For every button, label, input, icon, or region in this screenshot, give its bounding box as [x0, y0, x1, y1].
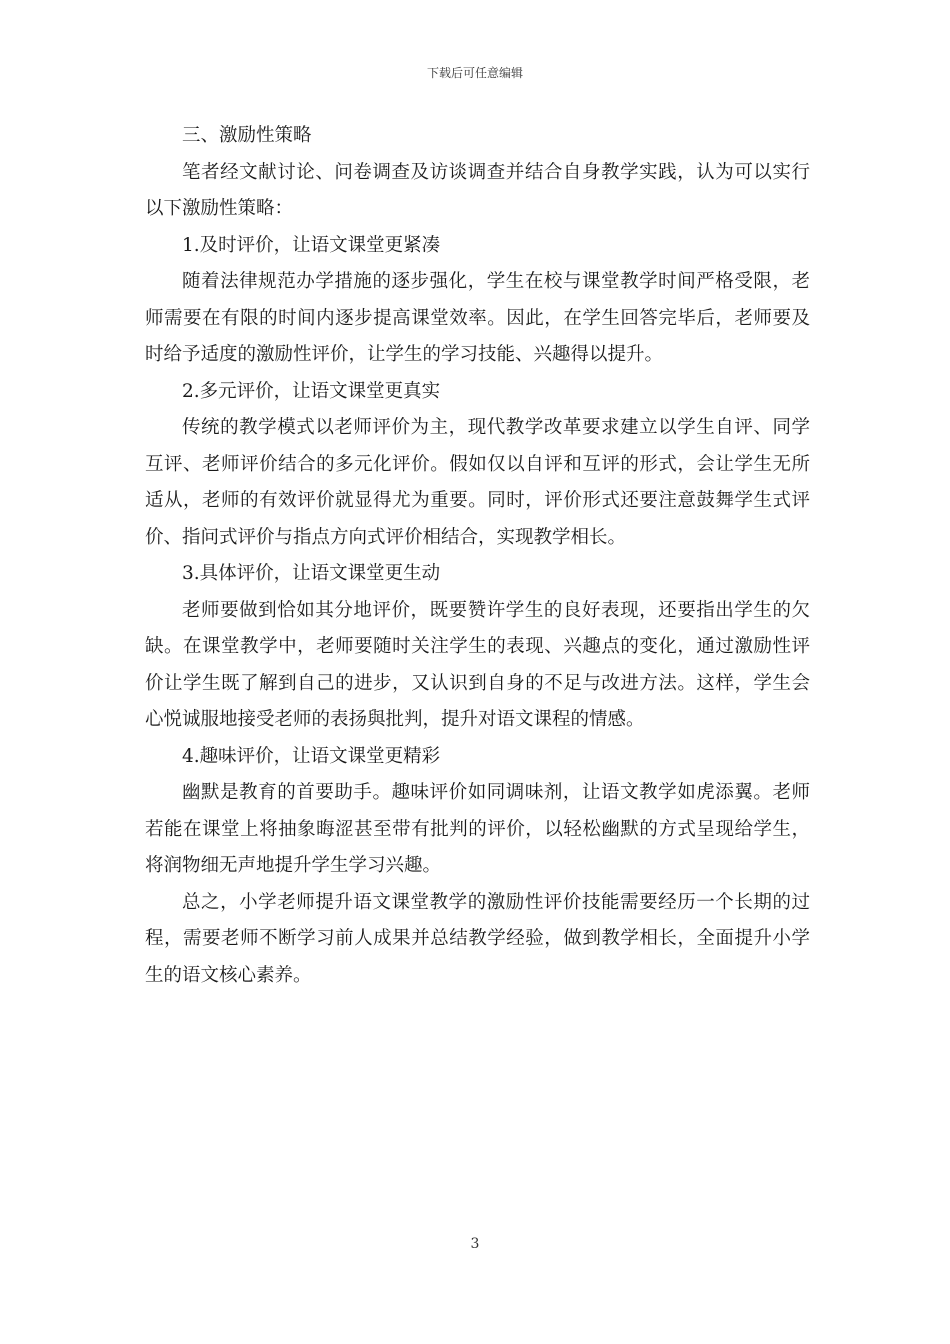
- section-title: 三、激励性策略: [182, 125, 312, 146]
- intro-paragraph: 笔者经文献讨论、问卷调查及访谈调查并结合自身教学实践，认为可以实行以下激励性策略：: [145, 161, 810, 219]
- strategy-2-body: 传统的教学模式以老师评价为主，现代教学改革要求建立以学生自评、同学互评、老师评价结合的多元化评价。假如仅以自评和互评的形式，会让学生无所适从，老师的有效评价就显得尤为重要。同时，评价形式还要注意鼓舞学生式评价、指问式评价与指点方向式评价相结合，实现教学相长。: [145, 417, 810, 548]
- conclusion-paragraph: 总之，小学老师提升语文课堂教学的激励性评价技能需要经历一个长期的过程，需要老师不断学习前人成果并总结教学经验，做到教学相长，全面提升小学生的语文核心素养。: [145, 891, 810, 986]
- strategy-1-body: 随着法律规范办学措施的逐步强化，学生在校与课堂教学时间严格受限，老师需要在有限的时间内逐步提高课堂效率。因此，在学生回答完毕后，老师要及时给予适度的激励性评价，让学生的学习技能、兴趣得以提升。: [145, 271, 810, 365]
- page-header: 下载后可任意编辑: [426, 66, 523, 80]
- strategy-1-heading: 1.及时评价，让语文课堂更紧凑: [182, 234, 441, 256]
- strategy-3-heading: 3.具体评价，让语文课堂更生动: [182, 563, 441, 584]
- strategy-2-heading: 2.多元评价，让语文课堂更真实: [182, 380, 441, 402]
- strategy-4-body: 幽默是教育的首要助手。趣味评价如同调味剂，让语文教学如虎添翼。老师若能在课堂上将抽象晦涩甚至带有批判的评价，以轻松幽默的方式呈现给学生，将润物细无声地提升学生学习兴趣。: [145, 782, 810, 876]
- document-body: [145, 118, 810, 994]
- strategy-3-body: 老师要做到恰如其分地评价，既要赞许学生的良好表现，还要指出学生的欠缺。在课堂教学中，老师要随时关注学生的表现、兴趣点的变化，通过激励性评价让学生既了解到自己的进步，又认识到自身的不足与改进方法。这样，学生会心悦诚服地接受老师的表扬與批判，提升对语文课程的情感。: [145, 599, 810, 730]
- page-number: 3: [470, 1236, 480, 1252]
- strategy-4-heading: 4.趣味评价，让语文课堂更精彩: [182, 745, 441, 767]
